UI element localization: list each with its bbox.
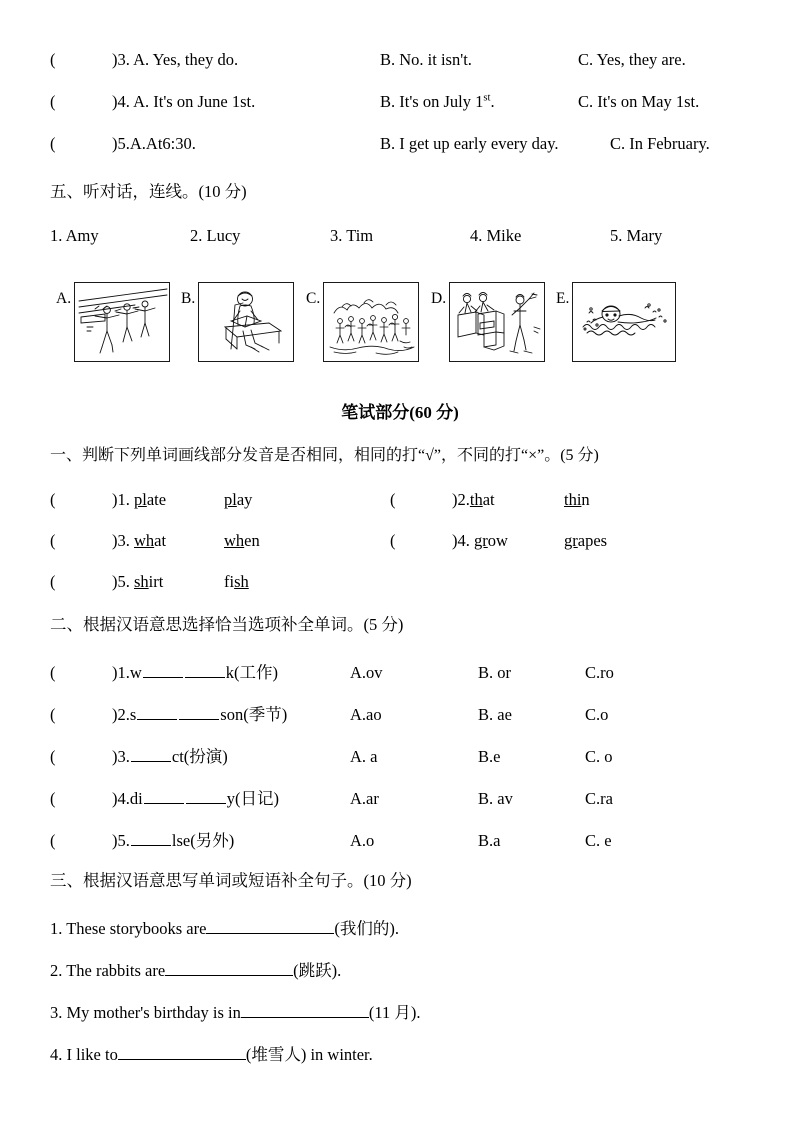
picture-label: C. [306, 290, 321, 307]
option-b: B. av [478, 789, 513, 808]
matching-name-item[interactable]: 1. Amy [50, 226, 99, 245]
option-c: C.ra [585, 789, 613, 808]
picture-label: E. [556, 290, 570, 307]
answer-option-a: )5.A.At6:30. [112, 134, 196, 153]
phonics-word-2: fish [224, 572, 249, 591]
phonics-word-1: )4. grow [452, 531, 508, 550]
picture-choice-e[interactable] [556, 282, 676, 362]
picture-box-crowd[interactable] [323, 282, 419, 362]
fill-blank[interactable] [143, 662, 183, 678]
sentence-text: 1. These storybooks are [50, 919, 207, 938]
fill-blank[interactable] [131, 746, 171, 762]
option-b: B.a [478, 831, 501, 850]
fill-blank[interactable] [179, 704, 219, 720]
answer-option-b: B. It's on July 1st. [380, 91, 495, 111]
ordinal-suffix: st [483, 91, 491, 104]
sentence-hint: (我们的). [334, 919, 400, 938]
section-five-heading: 五、听对话，连线。(10 分) [50, 182, 247, 201]
word-stem: )4.di y(日记) [112, 789, 279, 808]
sentence-text: 2. The rabbits are [50, 961, 166, 980]
section-one-heading: 一、判断下列单词画线部分发音是否相同，相同的打“√”，不同的打“×”。(5 分) [50, 447, 599, 464]
section-three-heading: 三、根据汉语意思写单词或短语补全句子。(10 分) [50, 871, 412, 890]
fill-blank[interactable] [165, 960, 293, 976]
fill-blank[interactable] [206, 918, 334, 934]
answer-bracket[interactable]: ( [390, 531, 396, 550]
sentence-hint: (堆雪人) in winter. [245, 1045, 373, 1064]
picture-choice-b[interactable] [181, 282, 294, 362]
option-a: A. a [350, 747, 378, 766]
answer-option-b: B. I get up early every day. [380, 134, 559, 153]
phonics-word-2: play [224, 490, 253, 509]
answer-option-b: B. No. it isn't. [380, 50, 472, 69]
picture-choice-a[interactable] [56, 282, 170, 362]
phonics-row [50, 490, 750, 531]
answer-bracket[interactable]: ( [50, 663, 56, 682]
answer-bracket[interactable]: ( [390, 490, 396, 509]
fill-blank[interactable] [144, 788, 184, 804]
fill-blank[interactable] [118, 1044, 246, 1060]
option-b: B. or [478, 663, 511, 682]
vocabulary-block [50, 659, 750, 869]
phonics-row [50, 531, 750, 572]
answer-bracket[interactable]: ( [50, 572, 56, 591]
picture-label: A. [56, 290, 72, 307]
phonics-word-1: )2.that [452, 490, 495, 509]
matching-names-row [50, 226, 750, 268]
word-stem: )5. lse(另外) [112, 831, 235, 850]
answer-option-a: )4. A. It's on June 1st. [112, 92, 256, 111]
phonics-word-2: thin [564, 490, 590, 509]
sentence-completion-block [50, 915, 750, 1083]
phonics-row [50, 572, 750, 613]
word-stem: )1.w k(工作) [112, 663, 279, 682]
sentence-row [50, 999, 750, 1041]
listening-answers-block [50, 52, 750, 178]
option-a: A.ar [350, 789, 379, 808]
picture-box-swimming[interactable] [572, 282, 676, 362]
matching-name-item[interactable]: 3. Tim [330, 226, 374, 245]
fill-blank[interactable] [241, 1002, 369, 1018]
sentence-text: 3. My mother's birthday is in [50, 1003, 241, 1022]
vocabulary-row [50, 743, 750, 785]
answer-bracket[interactable]: ( [50, 50, 56, 69]
sentence-row [50, 957, 750, 999]
picture-choice-d[interactable] [431, 282, 545, 362]
picture-label: D. [431, 290, 447, 307]
answer-bracket[interactable]: ( [50, 705, 56, 724]
sentence-hint: (11 月). [368, 1003, 421, 1022]
option-c: C. e [585, 831, 612, 850]
section-two-heading: 二、根据汉语意思选择恰当选项补全单词。(5 分) [50, 615, 404, 634]
option-c: C.ro [585, 663, 614, 682]
written-part-title: 笔试部分(60 分) [341, 403, 459, 422]
word-stem: )3. ct(扮演) [112, 747, 228, 766]
option-c: C.o [585, 705, 609, 724]
sentence-hint: (跳跃). [293, 961, 342, 980]
listening-answer-row [50, 91, 750, 136]
answer-bracket[interactable]: ( [50, 134, 56, 153]
vocabulary-row [50, 785, 750, 827]
page-content [50, 52, 750, 1083]
picture-box-reading[interactable] [198, 282, 294, 362]
option-a: A.ao [350, 705, 382, 724]
option-c: C. o [585, 747, 613, 766]
phonics-block [50, 490, 750, 613]
option-a: A.o [350, 831, 375, 850]
answer-option-c: C. It's on May 1st. [578, 92, 700, 111]
vocabulary-row [50, 827, 750, 869]
fill-blank[interactable] [186, 788, 226, 804]
phonics-word-2: grapes [564, 531, 608, 550]
fill-blank[interactable] [131, 830, 171, 846]
picture-choice-c[interactable] [306, 282, 419, 362]
answer-bracket[interactable]: ( [50, 831, 56, 850]
option-b: B. ae [478, 705, 512, 724]
listening-answer-row [50, 136, 750, 178]
matching-name-item[interactable]: 5. Mary [610, 226, 663, 245]
sentence-row [50, 915, 750, 957]
answer-option-a: )3. A. Yes, they do. [112, 50, 239, 69]
picture-box-classroom[interactable] [449, 282, 545, 362]
answer-bracket[interactable]: ( [50, 490, 56, 509]
sentence-text: 4. I like to [50, 1045, 118, 1064]
matching-name-item[interactable]: 4. Mike [470, 226, 522, 245]
sentence-row [50, 1041, 750, 1083]
matching-name-item[interactable]: 2. Lucy [190, 226, 241, 245]
answer-option-c: C. Yes, they are. [578, 50, 686, 69]
listening-answer-row [50, 52, 750, 94]
answer-bracket[interactable]: ( [50, 92, 56, 111]
phonics-word-2: when [224, 531, 260, 550]
fill-blank[interactable] [185, 662, 225, 678]
phonics-word-1: )1. plate [112, 490, 167, 509]
answer-bracket[interactable]: ( [50, 789, 56, 808]
picture-box-exercising[interactable] [74, 282, 170, 362]
phonics-word-1: )5. shirt [112, 572, 164, 591]
vocabulary-row [50, 701, 750, 743]
answer-bracket[interactable]: ( [50, 747, 56, 766]
picture-label: B. [181, 290, 196, 307]
vocabulary-row [50, 659, 750, 701]
answer-option-c: C. In February. [610, 134, 710, 153]
phonics-word-1: )3. what [112, 531, 167, 550]
option-a: A.ov [350, 663, 383, 682]
option-b: B.e [478, 747, 501, 766]
fill-blank[interactable] [137, 704, 177, 720]
word-stem: )2.s son(季节) [112, 705, 288, 724]
matching-pictures-row [50, 282, 750, 394]
answer-bracket[interactable]: ( [50, 531, 56, 550]
